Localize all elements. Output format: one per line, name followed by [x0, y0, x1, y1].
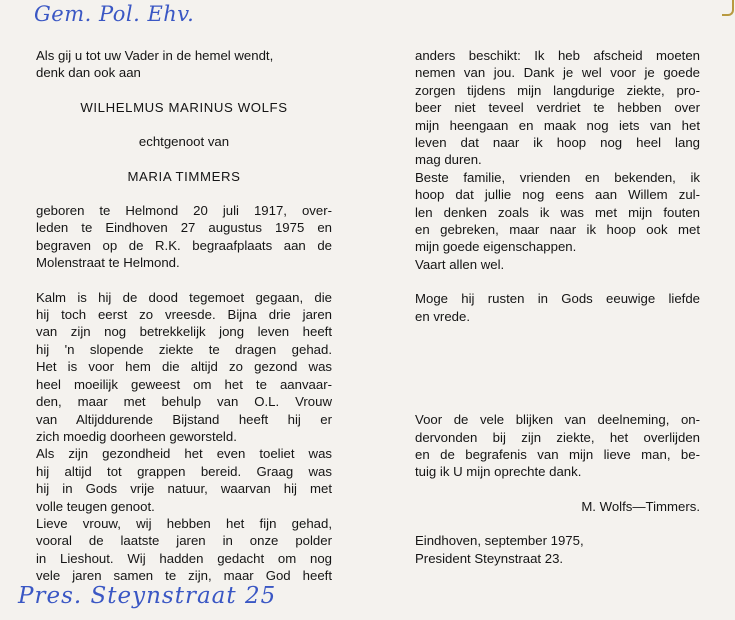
body-line: mijn heengaan en maak nog iets van het: [415, 117, 700, 133]
birth-line: geboren te Helmond 20 juli 1917, over-: [36, 203, 332, 219]
thanks-line: dervonden bij zijn ziekte, het overlijden: [415, 429, 700, 445]
thanks-line: en de begrafenis van mijn lieve man, be-: [415, 446, 700, 462]
body-line: in Lieshout. Wij hadden gedacht om nog: [36, 550, 332, 566]
birth-line: begraven op de R.K. begraafplaats aan de: [36, 237, 332, 253]
corner-pen-mark: [722, 0, 734, 16]
body-line: hij toch eerst zo vreesde. Bijna drie jaren: [36, 307, 332, 323]
left-column: [36, 47, 332, 585]
body-line: zorgen tijdens mijn langdurige ziekte, pro-: [415, 82, 700, 98]
body-line: vooral de laatste jaren in onze polder: [36, 533, 332, 549]
body-line: zich moedig doorheen geworsteld.: [36, 428, 237, 444]
body-line: beer niet teveel verdriet te hebben over: [415, 100, 700, 116]
body-line: vele jaren samen te zijn, maar God heeft: [36, 568, 332, 584]
body-line: van Altijddurende Bijstand heeft hij er: [36, 411, 332, 427]
body-paragraph-right: [415, 47, 700, 273]
body-line: leven dat naar ik hoop nog heel lang: [415, 135, 700, 151]
handwritten-top-note: Gem. Pol. Ehv.: [34, 2, 195, 26]
birth-paragraph: [36, 202, 332, 272]
body-line: hoop dat jullie nog eens aan Willem zul-: [415, 187, 700, 203]
body-line: volle teugen genoot.: [36, 498, 155, 514]
body-line: hij altijd tot grappen bereid. Graag was: [36, 463, 332, 479]
signature: M. Wolfs—Timmers.: [581, 498, 700, 514]
birth-line: leden te Eindhoven 27 augustus 1975 en: [36, 220, 332, 236]
body-line: mag duren.: [415, 152, 482, 168]
deceased-name: WILHELMUS MARINUS WOLFS: [80, 99, 288, 115]
birth-line: Molenstraat te Helmond.: [36, 255, 180, 271]
thanks-line: Voor de vele blijken van deelneming, on-: [415, 412, 700, 428]
thanks-paragraph: [415, 411, 700, 481]
address: President Steynstraat 23.: [415, 550, 564, 566]
body-line: nemen van jou. Dank je wel voor je goede: [415, 65, 700, 81]
spouse-of-label: echtgenoot van: [138, 134, 230, 150]
body-line: Als zijn gezondheid het even toeliet was: [36, 446, 332, 462]
prayer-line: Moge hij rusten in Gods eeuwige liefde: [415, 291, 700, 307]
body-line: Vaart allen wel.: [415, 256, 505, 272]
body-paragraph-left: [36, 289, 332, 585]
thanks-line: tuig ik U mijn oprechte dank.: [415, 464, 582, 480]
place-date: Eindhoven, september 1975,: [415, 533, 584, 549]
right-column: [415, 47, 700, 567]
body-line: van zijn nog betrekkelijk jong leven heeft: [36, 324, 332, 340]
body-line: Kalm is hij de dood tegemoet gegaan, die: [36, 289, 332, 305]
body-line: Het is voor hem die altijd zo gezond was: [36, 359, 332, 375]
body-line: heel moeilijk geweest om het te aanvaar-: [36, 376, 332, 392]
spouse-name: MARIA TIMMERS: [127, 168, 241, 184]
body-line: hij in Gods vrije natuur, waarvan hij met: [36, 481, 332, 497]
body-line: mijn goede eigenschappen.: [415, 239, 577, 255]
prayer-paragraph: [415, 290, 700, 325]
body-line: anders beschikt: Ik heb afscheid moeten: [415, 48, 700, 63]
body-line: hij 'n slopende ziekte te dragen gehad.: [36, 341, 332, 357]
prayer-line: en vrede.: [415, 308, 470, 324]
intro-line-1: Als gij u tot uw Vader in de hemel wendt,: [36, 48, 274, 63]
intro-line-2: denk dan ook aan: [36, 65, 141, 81]
body-line: den, maar met behulp van O.L. Vrouw: [36, 394, 332, 410]
handwritten-bottom-note: Pres. Steynstraat 25: [18, 583, 277, 609]
body-line: Beste familie, vrienden en bekenden, ik: [415, 169, 700, 185]
body-line: len denken zoals ik was met mijn fouten: [415, 204, 700, 220]
body-line: en gebreken, maar naar ik hoop ook met: [415, 222, 700, 238]
body-line: Lieve vrouw, wij hebben het fijn gehad,: [36, 515, 332, 531]
